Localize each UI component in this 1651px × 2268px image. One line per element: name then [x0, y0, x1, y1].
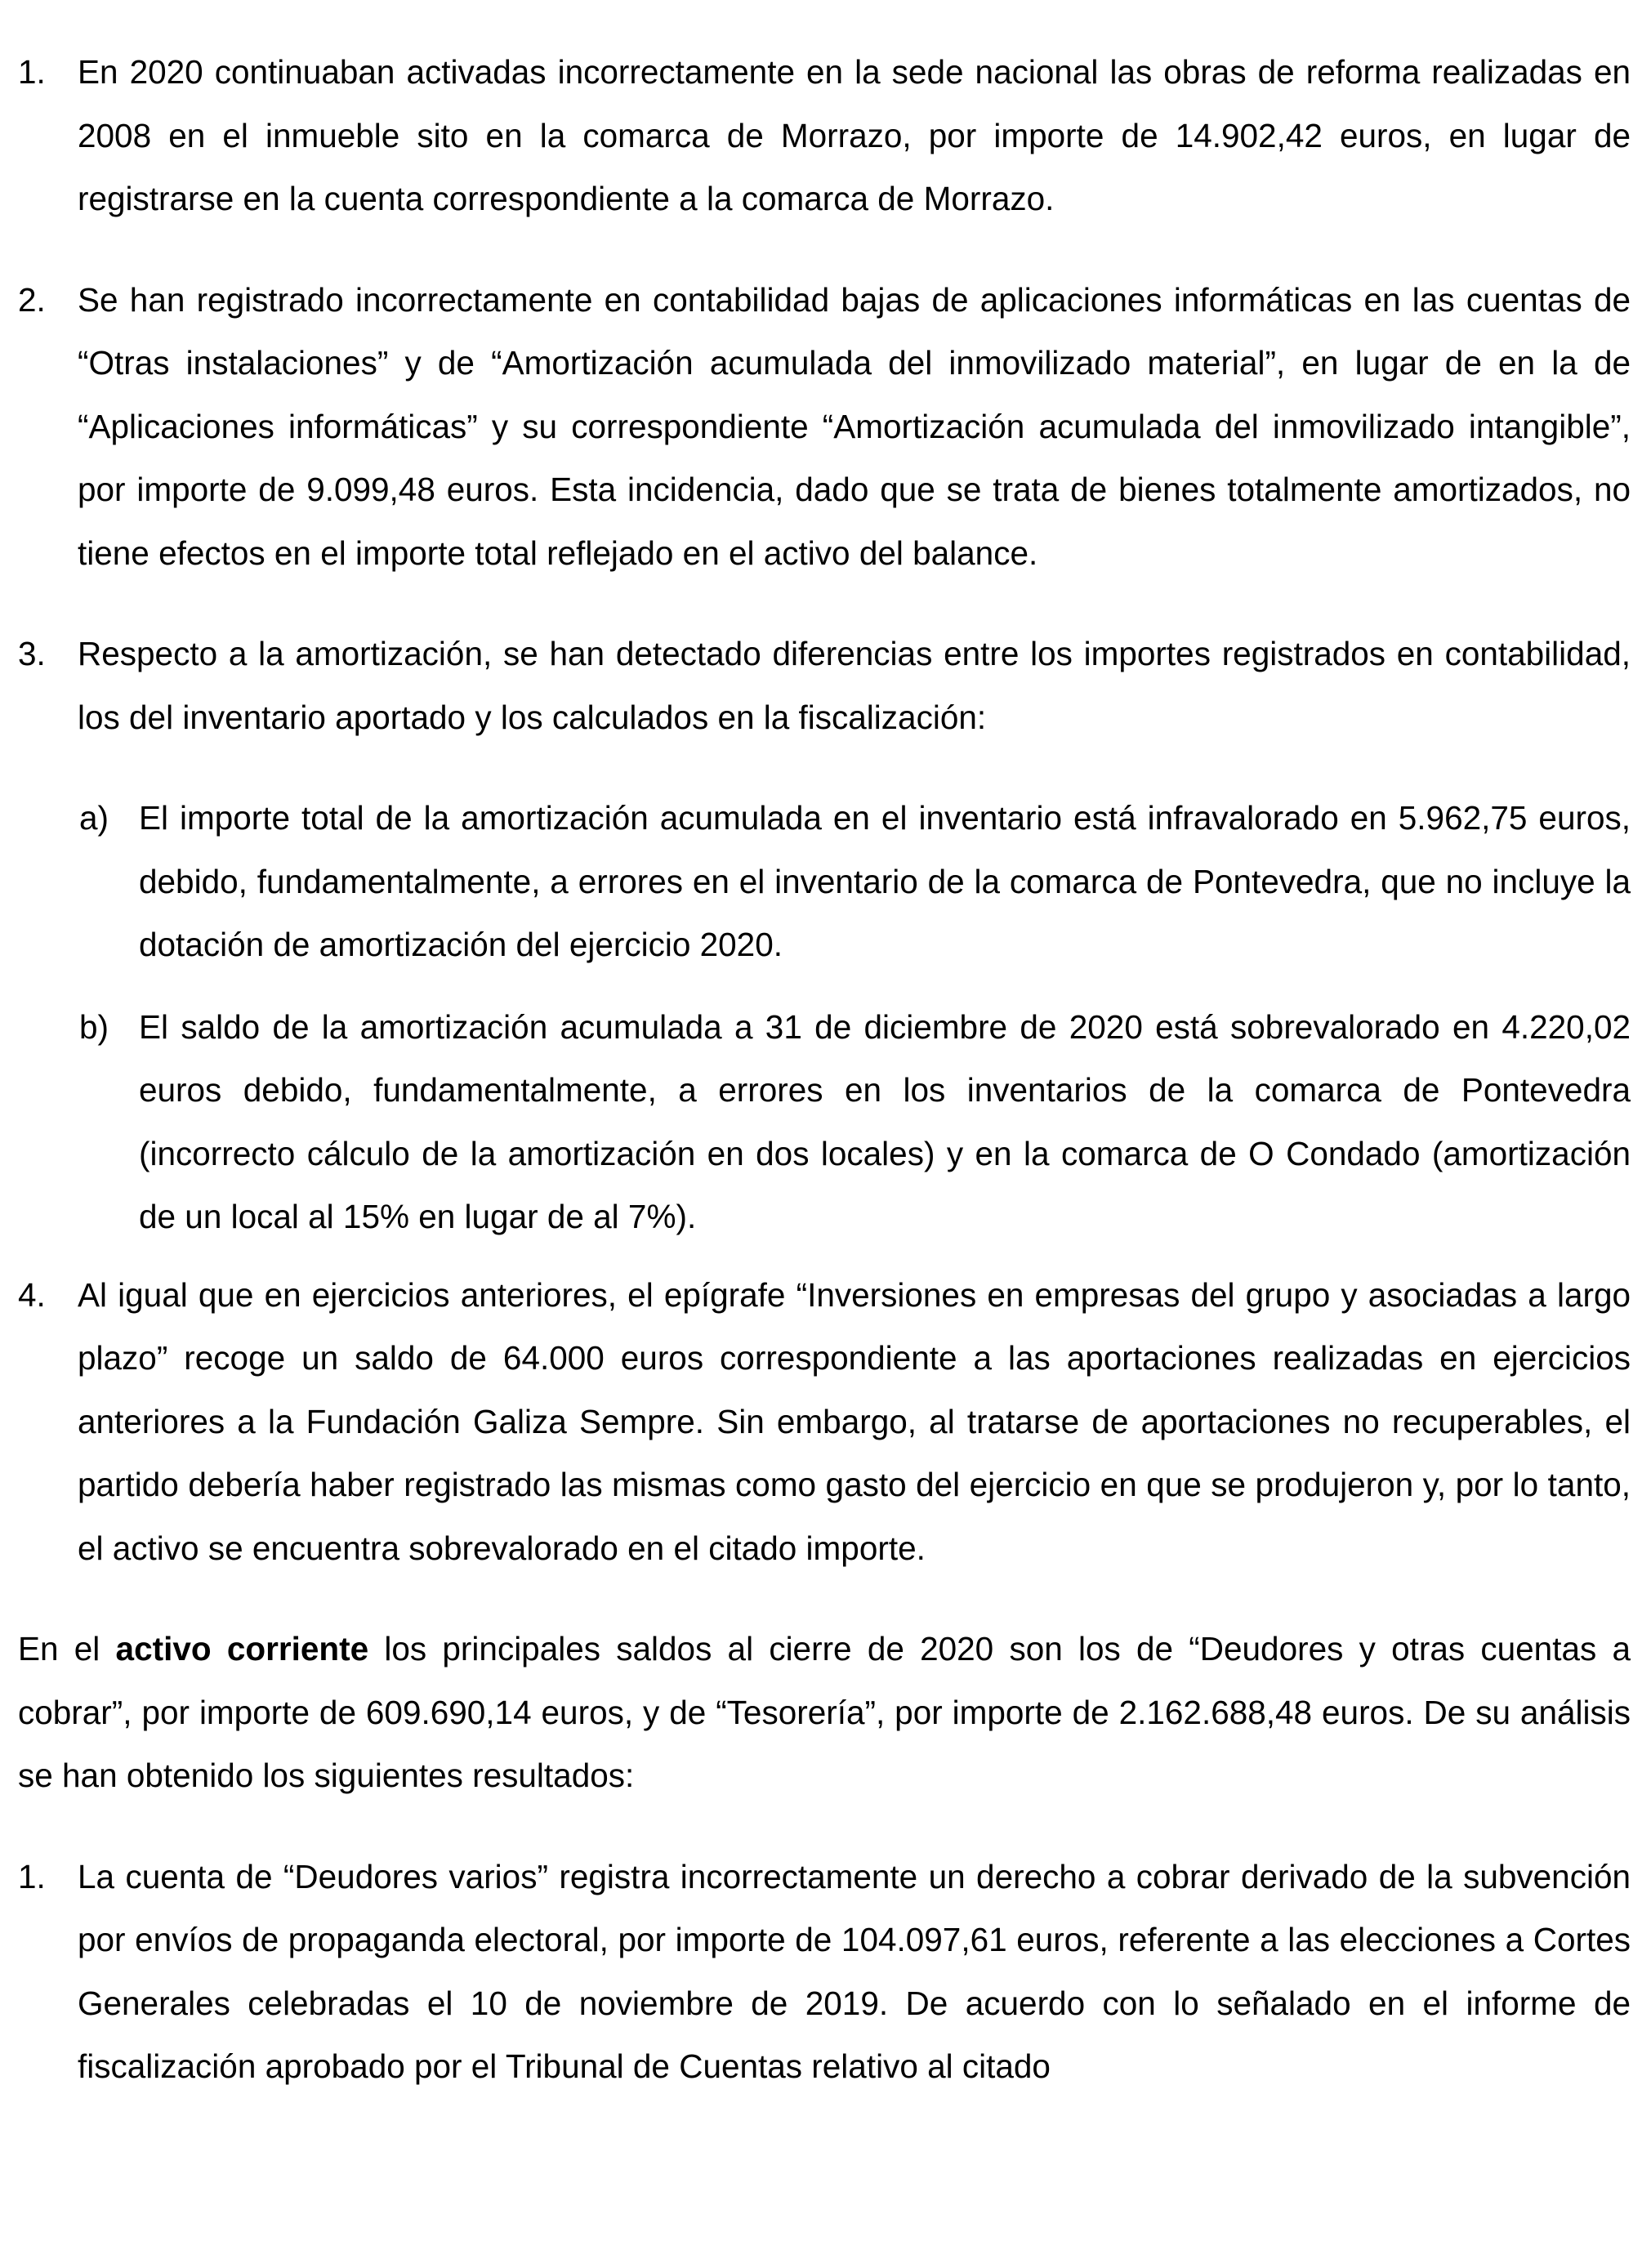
list-item-2: [18, 269, 1631, 586]
list-number: 4.: [18, 1275, 46, 1314]
list-number: 2.: [18, 280, 46, 319]
document-page: [18, 41, 1631, 2099]
sub-item-letter: b): [79, 1007, 109, 1046]
sub-item-text: El saldo de la amortización acumulada a 31 de diciembre de 2020 está sobrevalorado en 4.220,02 euros debido, fundamentalmente, a errores en los inventarios de la comarca de Pontevedra (incorrecto cálculo de la amortización en dos locales) y en la comarca de O Condado (amortización de un local al 15% en lugar de al 7%).: [139, 1007, 1631, 1235]
list-number: 1.: [18, 1857, 46, 1895]
list-item-1: [18, 41, 1631, 231]
sub-item-text: El importe total de la amortización acumulada en el inventario está infravalorado en 5.962,75 euros, debido, fundamentalmente, a errores en el inventario de la comarca de Pontevedra, que no incluye la dotación de amortización del ejercicio 2020.: [139, 799, 1631, 963]
sub-item-b: [18, 996, 1631, 1249]
list-item-current-1: [18, 1846, 1631, 2099]
list-number: 3.: [18, 635, 46, 672]
list-text: Respecto a la amortización, se han detectado diferencias entre los importes registrados en contabilidad, los del inventario aportado y los calculados en la fiscalización:: [78, 635, 1631, 736]
list-text: En 2020 continuaban activadas incorrectamente en la sede nacional las obras de reforma realizadas en 2008 en el inmueble sito en la comarca de Morrazo, por importe de 14.902,42 euros, en lugar de registrarse en la cuenta correspondiente a la comarca de Morrazo.: [78, 53, 1631, 217]
sub-item-letter: a): [79, 799, 109, 837]
list-text: Al igual que en ejercicios anteriores, el epígrafe “Inversiones en empresas del grupo y asociadas a largo plazo” recoge un saldo de 64.000 euros correspondiente a las aportaciones realizadas en ejercicios anteriores a la Fundación Galiza Sempre. Sin embargo, al tratarse de aportaciones no recuperables, el partido debería haber registrado las mismas como gasto del ejercicio en que se produjeron y, por lo tanto, el activo se encuentra sobrevalorado en el citado importe.: [78, 1275, 1631, 1567]
paragraph-rest: los principales saldos al cierre de 2020 son los de “Deudores y otras cuentas a cobrar”, por importe de 609.690,14 euros, y de “Tesorería”, por importe de 2.162.688,48 euros. De su análisis se han obtenido los siguientes resultados:: [18, 1630, 1631, 1794]
list-item-3: [18, 623, 1631, 749]
current-assets-paragraph: [18, 1618, 1631, 1808]
paragraph-bold-term: activo corriente: [115, 1630, 369, 1668]
list-number: 1.: [18, 53, 46, 91]
list-text: La cuenta de “Deudores varios” registra incorrectamente un derecho a cobrar derivado de la subvención por envíos de propaganda electoral, por importe de 104.097,61 euros, referente a las elecciones a Cortes Generales celebradas el 10 de noviembre de 2019. De acuerdo con lo señalado en el informe de fiscalización aprobado por el Tribunal de Cuentas relativo al citado: [78, 1857, 1631, 2085]
list-text: Se han registrado incorrectamente en contabilidad bajas de aplicaciones informáticas en las cuentas de “Otras instalaciones” y de “Amortización acumulada del inmovilizado material”, en lugar de en la de “Aplicaciones informáticas” y su correspondiente “Amortización acumulada del inmovilizado intangible”, por importe de 9.099,48 euros. Esta incidencia, dado que se trata de bienes totalmente amortizados, no tiene efectos en el importe total reflejado en el activo del balance.: [78, 280, 1631, 572]
sub-item-a: [18, 787, 1631, 977]
paragraph-lead: En el: [18, 1630, 116, 1668]
list-item-4: [18, 1264, 1631, 1581]
